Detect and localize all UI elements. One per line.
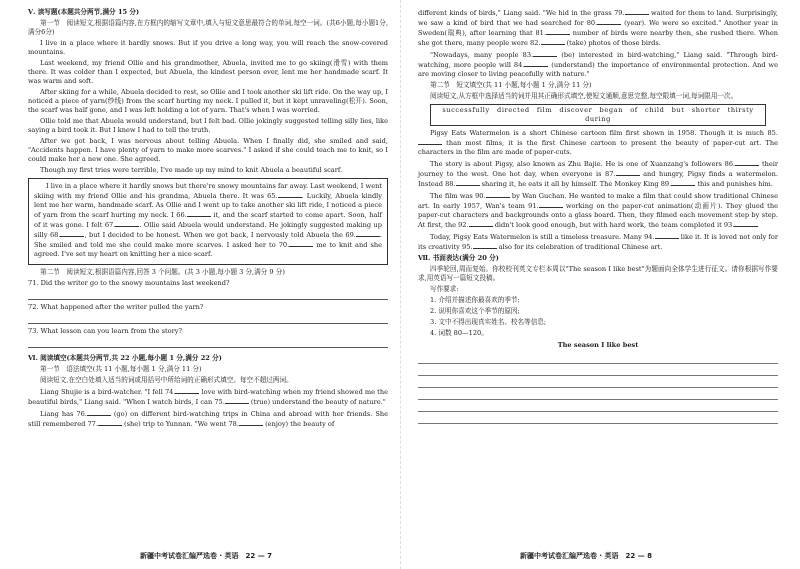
blank-82[interactable]: [541, 38, 565, 45]
grammar-passage-cont: different kinds of birds," Liang said. "We hid in the grass 79. waited for them to land. Surprisingly, we saw a kind of bird that we had searched for 80. (year). We were so excited." Another year in Sweden(瑞典), after learning that 81. number of birds were nearby then, she rushed there. When she got there, many people were 82. (take) photos of those birds.: [418, 9, 779, 47]
summary-box: I live in a place where it hardly snows but there're snowy mountains far away. Last weekend, I went skiing with my friend Ollie and his grandma, Abuela there. It was 65. . Luckily, Abuela kindly lent me her warm, handmade scarf. As Ollie and I went up to take another ski lift ride, I noticed a piece of yarn from the scarf hurting my neck. I 66. it, and the scarf started to come apart. Soon, half of it was gone. I felt 67. . Ollie said Abuela would understand. He jokingly suggested making up silly 68. , but I decided to be honest. When we got back, I nervously told Abuela the 69. . She smiled and told me she could make more scarves. I asked her to 70. me to knit and she agreed. I've set my heart on knitting her a nice scarf.: [28, 178, 388, 265]
section5-part2-instructions: 第二节 阅读短文,根据语篇内容,回答 3 个问题。(共 3 小题,每小题 3 分,满分 9 分): [40, 268, 285, 276]
cloze-passage: The film was 90. by Wan Guchan. He wanted to make a film that could show traditional Chinese art. In early 1957, Wan's team 91. working on the paper-cut animation(动画片). They glued the paper-cut characters and backgrounds onto a glass board. Then, they filmed each movement step by step. At first, the 92. didn't look good enough, but with hard work, the team completed it 93.: [418, 192, 778, 229]
left-page: [28, 8, 388, 431]
blank-85[interactable]: [418, 138, 442, 145]
blank-94[interactable]: [655, 232, 679, 239]
blank-75[interactable]: [225, 397, 249, 404]
blank-87[interactable]: [616, 169, 640, 176]
cloze-passage: Today, Pigsy Eats Watermelon is still a timeless treasure. Many 94. like it. It is loved not only for its creativity 95. also for its celebration of traditional Chinese art.: [418, 233, 778, 251]
question-73: 73. What lesson can you learn from the story?: [28, 327, 183, 335]
blank-74[interactable]: [175, 387, 199, 394]
blank-81[interactable]: [546, 28, 570, 35]
blank-80[interactable]: [597, 18, 621, 25]
writing-line[interactable]: [418, 412, 778, 424]
section6-part1-instructions: 第一节 语法填空(共 11 小题,每小题 1 分,满分 11 分): [40, 365, 202, 373]
blank-70[interactable]: [289, 240, 313, 247]
blank-66[interactable]: [187, 210, 211, 217]
story-paragraph: Though my first tries were terrible, I've made up my mind to knit Abuela a beautiful scarf.: [40, 166, 343, 174]
writing-line[interactable]: [418, 352, 778, 364]
writing-line[interactable]: [418, 388, 778, 400]
blank-68[interactable]: [60, 230, 84, 237]
blank-90[interactable]: [486, 191, 510, 198]
story-paragraph: After we got back, I was nervous about telling Abuela. When I finally did, she smiled and said, "Accidents happen. I have plenty of yarn to make more scarves." I asked if she could teach me to knit, so I could make her a new one. She agreed.: [28, 137, 388, 163]
section6-title: Ⅵ. 阅读填空(本题共分两节,共 22 小题,每小题 1 分,满分 22 分): [28, 354, 222, 362]
blank-92[interactable]: [469, 220, 493, 227]
writing-requirement: 2. 说明你喜欢这个季节的原因;: [430, 307, 520, 315]
story-paragraph: Ollie told me that Abuela would understand, but I felt bad. Ollie jokingly suggested telling silly lies, like saying a bird took it. But I knew I had to tell the truth.: [28, 117, 388, 134]
right-page: [418, 8, 778, 424]
blank-88[interactable]: [456, 179, 480, 186]
blank-67[interactable]: [115, 220, 139, 227]
section6-part2-instructions-2: 阅读短文,从方框中选择适当的词并用其正确形式填空,使短文通顺,意思完整,每空限填一词,每词限用一次。: [430, 92, 738, 100]
writing-line[interactable]: [418, 400, 778, 412]
cloze-passage: Pigsy Eats Watermelon is a short Chinese cartoon film first shown in 1958. Though it is much 85. than most films, it is the first Chinese cartoon to present the beauty of paper-cut art. The characters in the film are made of paper-cuts.: [418, 129, 778, 156]
section6-part2-instructions: 第二节 短文填空(共 11 小题,每小题 1 分,满分 11 分): [430, 81, 592, 89]
footer-left: 新疆中考试卷汇编严选卷 · 英语 22 — 7: [140, 552, 273, 560]
grammar-passage: Liang Shujie is a bird-watcher. "I fell 74. love with bird-watching when my friend showed me the beautiful birds," Liang said. "When I watch birds, I can 75. (true) understand the beauty of nature.": [28, 388, 388, 406]
blank-65[interactable]: [278, 191, 302, 198]
blank-89[interactable]: [671, 179, 695, 186]
story-paragraph: After skiing for a while, Abuela decided to rest, so Ollie and I took another ski lift ride. On the way up, I noticed a piece of yarn(纱线) from the scarf hurting my neck. I pulled it, but it kept unraveling(松开). Soon, the scarf was half gone, and I was left holding a lot of yarn. That's when I was worried.: [28, 88, 388, 114]
blank-84[interactable]: [524, 60, 548, 67]
writing-line[interactable]: [418, 364, 778, 376]
blank-76[interactable]: [87, 409, 111, 416]
writing-line[interactable]: [418, 376, 778, 388]
section5-part1-instructions: 第一节 阅读短文,根据语篇内容,在方框内的缩写文章中,填入与短文意思最符合的单词,每空一词。(共6小题,每小题1分,满分6分): [28, 19, 388, 36]
cloze-passage: The story is about Pigsy, also known as Zhu Bajie. He is one of Xuanzang's followers 86. their journey to the west. One hot day, when everyone is 87. and hungry, Pigsy finds a watermelon. Instead 88. sharing it, he eats it all by himself. The Monkey King 89. this and punishes him.: [418, 160, 779, 188]
essay-title: The season I like best: [557, 341, 639, 349]
blank-93[interactable]: [734, 220, 758, 227]
section7-title: Ⅶ. 书面表达(满分 20 分): [418, 254, 499, 262]
answer-line-73[interactable]: [28, 338, 388, 348]
blank-83[interactable]: [533, 50, 557, 57]
blank-78[interactable]: [239, 419, 263, 426]
blank-69[interactable]: [356, 230, 380, 237]
writing-requirement: 3. 文中不得出现真实姓名、校名等信息;: [430, 318, 547, 326]
answer-line-72[interactable]: [28, 314, 388, 324]
section5-title: Ⅴ. 读写题(本题共分两节,满分 15 分): [28, 8, 140, 16]
writing-requirements-label: 写作要求:: [430, 285, 459, 293]
question-72: 72. What happened after the writer pulled the yarn?: [28, 303, 204, 311]
footer-right: 新疆中考试卷汇编严选卷 · 英语 22 — 8: [520, 552, 653, 560]
blank-77[interactable]: [98, 419, 122, 426]
writing-requirement: 4. 词数 80—120。: [430, 329, 488, 337]
page-divider: [400, 0, 401, 569]
story-paragraph: Last weekend, my friend Ollie and his grandmother, Abuela, invited me to go skiing(滑雪) with them there. It was colder than I expected, but Abuela, the kindest person ever, lent me her handmade scarf. It was warm and soft.: [28, 59, 388, 85]
story-paragraph: I live in a place where it hardly snows. But if you drive a long way, you will reach the snow-covered mountains.: [28, 39, 388, 56]
answer-line-71[interactable]: [28, 290, 388, 300]
blank-95[interactable]: [473, 242, 497, 249]
question-71: 71. Did the writer go to the snowy mountains last weekend?: [28, 279, 230, 287]
writing-requirement: 1. 介绍并描述你最喜欢的季节;: [430, 296, 520, 304]
word-bank: successfully directed film discover began of child but shorter thirsty during: [430, 104, 766, 126]
blank-86[interactable]: [735, 159, 759, 166]
writing-instructions: 四季轮回,周而复始。你校校刊英文专栏本周以"The season I like best"为题面向全体学生进行征文。请你根据写作要求,用英语写一篇短文投稿。: [418, 265, 778, 282]
blank-91[interactable]: [539, 201, 563, 208]
blank-79[interactable]: [625, 8, 649, 15]
grammar-passage-cont: "Nowadays, many people 83. (be) interested in bird-watching," Liang said. "Through bird-watching, more people will 84. (understand) the importance of environmental protection. And we are moving closer to living peacefully with nature.": [418, 51, 778, 78]
section6-part1-instructions-2: 阅读短文,在空白处填入适当的词或用括号中所给词的正确形式填空。每空不超过两词。: [40, 376, 293, 384]
grammar-passage: Liang has 76. (go) on different bird-watching trips in China and abroad with her friends. She still remembered 77. (she) trip to Yunnan. "We went 78. (enjoy) the beauty of: [28, 410, 388, 428]
